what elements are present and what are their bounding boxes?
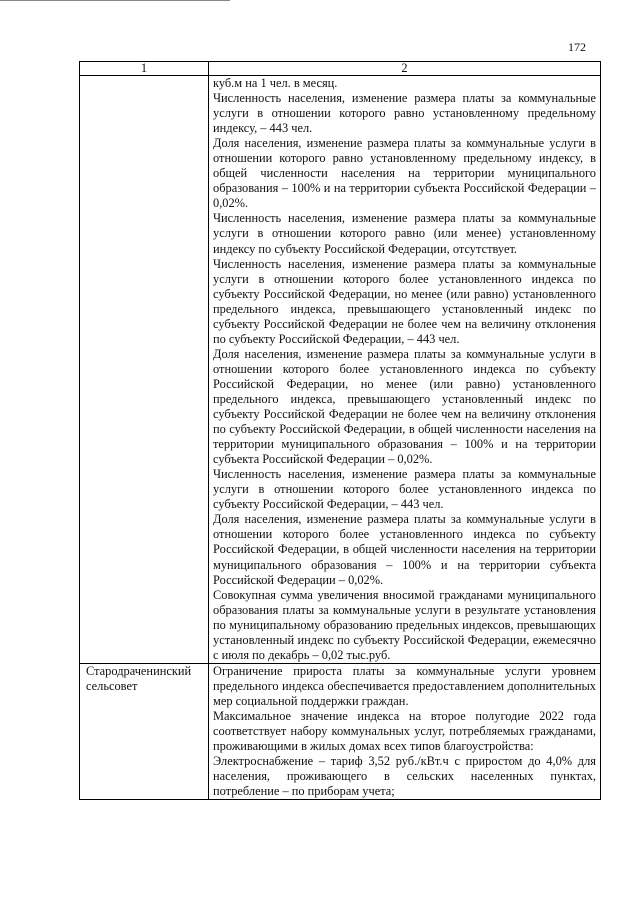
paragraph: Численность населения, изменение размера платы за коммунальные услуги в отношении которого равно установленному предельному индексу, – 443 чел. <box>213 91 596 136</box>
paragraph: Доля населения, изменение размера платы за коммунальные услуги в отношении которого более установленного индекса по субъекту Российской Федерации, в общей численности населения на территории муниципального образования – 100% и на территории субъекта Российской Федерации – 0,02%. <box>213 512 596 587</box>
paragraph: Численность населения, изменение размера платы за коммунальные услуги в отношении которого равно (или менее) установленному индексу по субъекту Российской Федерации, отсутствует. <box>213 211 596 256</box>
paragraph: Максимальное значение индекса на второе полугодие 2022 года соответствует набору коммунальных услуг, потребляемых гражданами, проживающими в жилых домах всех типов благоустройства: <box>213 708 596 754</box>
table-row <box>80 76 601 664</box>
paragraph: Совокупная сумма увеличения вносимой гражданами муниципального образования платы за коммунальные услуги в результате установления по муниципальному образованию предельных индексов, превышающих установленный индекс по субъекту Российской Федерации, ежемесячно с июля по декабрь – 0,02 тыс.руб. <box>213 587 596 662</box>
paragraph: куб.м на 1 чел. в месяц. <box>213 76 338 90</box>
row-content <box>209 76 601 664</box>
page-number: 172 <box>568 40 586 54</box>
paragraph: Ограничение прироста платы за коммунальные услуги уровнем предельного индекса обеспечивается предоставлением дополнительных мер социальной поддержки граждан. <box>213 663 596 708</box>
column-header-2: 2 <box>209 62 601 76</box>
table-row <box>80 663 601 799</box>
top-rule <box>0 0 230 1</box>
paragraph: Численность населения, изменение размера платы за коммунальные услуги в отношении которого более установленного индекса по субъекту Российской Федерации, – 443 чел. <box>213 467 596 512</box>
column-header-1: 1 <box>80 62 209 76</box>
paragraph: Электроснабжение – тариф 3,52 руб./кВт.ч с приростом до 4,0% для населения, проживающего в сельских населенных пунктах, потребление – по приборам учета; <box>213 754 596 799</box>
row-label-municipality: Стародраченинский сельсовет <box>80 663 209 799</box>
paragraph: Доля населения, изменение размера платы за коммунальные услуги в отношении которого более установленного индекса по субъекту Российской Федерации, но менее (или равно) установленного предельного индекса, превышающего установленный индекс по субъекту Российской Федерации не более чем на величину отклонения по субъекту Российской Федерации, в общей численности населения на территории муниципального образования – 100% и на территории субъекта Российской Федерации – 0,02%. <box>213 346 596 467</box>
document-table <box>79 61 601 800</box>
row-label <box>80 76 209 664</box>
paragraph: Доля населения, изменение размера платы за коммунальные услуги в отношении которого равно установленному предельному индексу, в общей численности населения на территории муниципального образования – 100% и на территории субъекта Российской Федерации – 0,02%. <box>213 136 596 211</box>
paragraph: Численность населения, изменение размера платы за коммунальные услуги в отношении которого более установленного индекса по субъекту Российской Федерации, но менее (или равно) установленного предельного индекса, превышающего установленный индекс по субъекту Российской Федерации не более чем на величину отклонения по субъекту Российской Федерации, – 443 чел. <box>213 256 596 346</box>
row-content <box>209 663 601 799</box>
table-header-row <box>80 62 601 76</box>
